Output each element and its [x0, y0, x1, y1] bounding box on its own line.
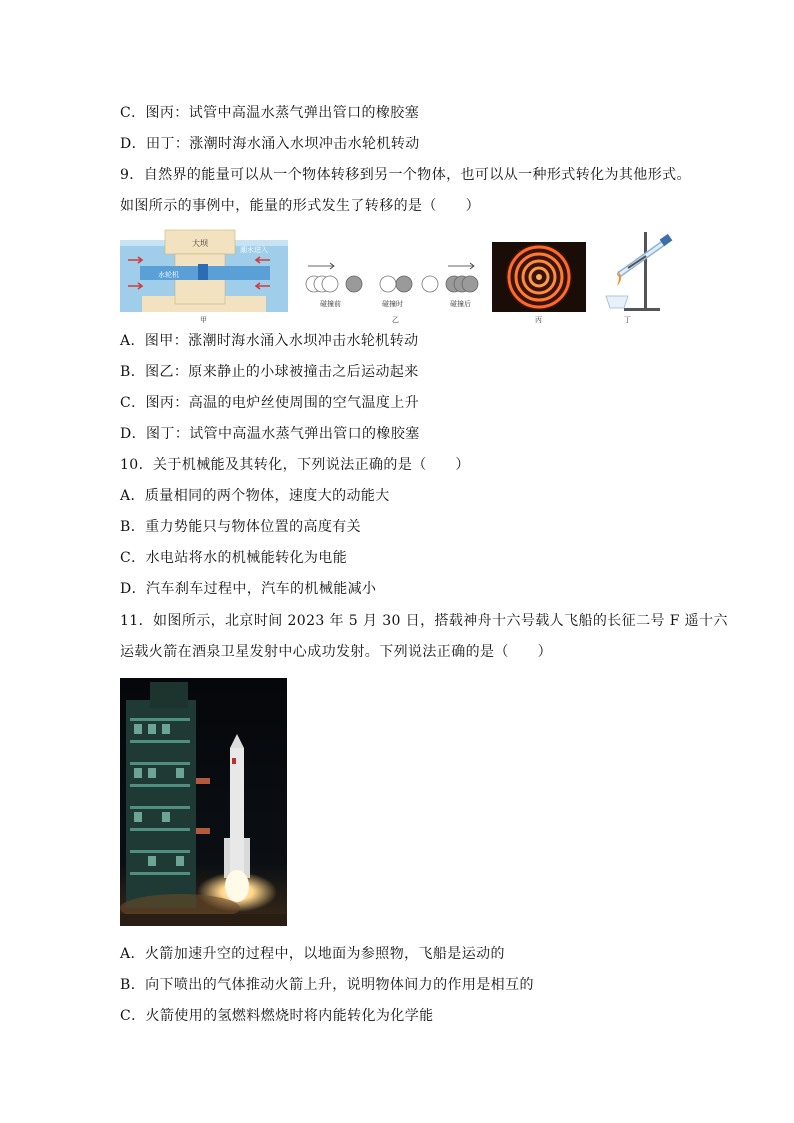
caption-jia: 甲 — [200, 316, 207, 324]
question-9-figure — [120, 226, 680, 326]
question-9-option-c: C．图丙：高温的电炉丝使周围的空气温度上升 — [120, 395, 420, 411]
tide-label: 潮水进入 — [240, 246, 268, 254]
option-c-prev: C．图丙：试管中高温水蒸气弹出管口的橡胶塞 — [120, 105, 420, 121]
question-10-option-b: B．重力势能只与物体位置的高度有关 — [120, 519, 362, 535]
question-11-stem-cont: 运载火箭在酒泉卫星发射中心成功发射。下列说法正确的是（ ） — [120, 644, 552, 660]
question-9-option-b: B．图乙：原来静止的小球被撞击之后运动起来 — [120, 364, 419, 380]
collide-during-label: 碰撞时 — [382, 300, 403, 308]
figure-test-tube — [606, 232, 672, 324]
caption-bing: 丙 — [535, 316, 542, 324]
caption-ding: 丁 — [624, 316, 631, 324]
question-11-option-c: C．火箭使用的氢燃料燃烧时将内能转化为化学能 — [120, 1008, 434, 1024]
figure-stove — [492, 242, 586, 324]
question-9-option-d: D．图丁：试管中高温水蒸气弹出管口的橡胶塞 — [120, 426, 420, 442]
collide-after-label: 碰撞后 — [450, 300, 471, 308]
question-9-stem: 9．自然界的能量可以从一个物体转移到另一个物体，也可以从一种形式转化为其他形式。 — [120, 167, 691, 183]
rocket-launch-photo — [120, 678, 287, 926]
option-d-prev: D．田丁：涨潮时海水涌入水坝冲击水轮机转动 — [120, 136, 420, 152]
figure-collision — [306, 263, 478, 324]
question-10-stem: 10．关于机械能及其转化，下列说法正确的是（ ） — [120, 457, 470, 473]
dam-label: 大坝 — [192, 239, 208, 248]
question-10-option-a: A．质量相同的两个物体，速度大的动能大 — [120, 488, 390, 504]
question-11-option-b: B．向下喷出的气体推动火箭上升，说明物体间力的作用是相互的 — [120, 977, 534, 993]
question-11-option-a: A．火箭加速升空的过程中，以地面为参照物，飞船是运动的 — [120, 946, 505, 962]
question-9-option-a: A．图甲：涨潮时海水涌入水坝冲击水轮机转动 — [120, 333, 419, 349]
figure-dam — [120, 230, 288, 324]
collide-before-label: 碰撞前 — [320, 300, 341, 308]
turbine-label: 水轮机 — [158, 271, 179, 279]
question-10-option-d: D．汽车刹车过程中，汽车的机械能减小 — [120, 581, 377, 597]
question-11-stem: 11．如图所示，北京时间 2023 年 5 月 30 日，搭载神舟十六号载人飞船的长征二号 F 遥十六 — [120, 613, 728, 629]
question-9-stem-cont: 如图所示的事例中，能量的形式发生了转移的是（ ） — [120, 198, 480, 214]
caption-yi: 乙 — [392, 316, 399, 324]
question-10-option-c: C．水电站将水的机械能转化为电能 — [120, 550, 348, 566]
